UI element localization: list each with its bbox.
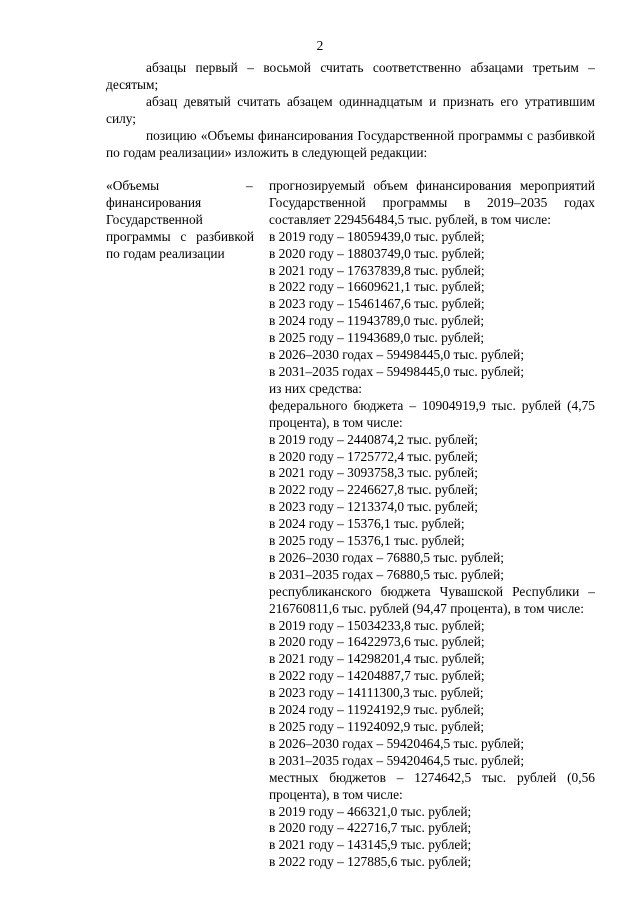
total-year-line: в 2022 году – 16609621,1 тыс. рублей;: [269, 279, 485, 295]
total-year-line: в 2021 году – 17637839,8 тыс. рублей;: [269, 262, 485, 278]
total-year-line: в 2025 году – 11943689,0 тыс. рублей;: [269, 330, 485, 346]
republic-year-line: в 2031–2035 годах – 59420464,5 тыс. рублей;: [269, 752, 525, 768]
republic-budget-paragraph: республиканского бюджета Чувашской Республики – 216760811,6 тыс. рублей (94,47 процента), в том числе:: [269, 583, 595, 616]
total-financing-paragraph: прогнозируемый объем финансирования мероприятий Государственной программы в 2019–2035 годах составляет 229456484,5 тыс. рублей, в том числе:: [269, 178, 595, 227]
intro-paragraph-1: абзацы первый – восьмой считать соответственно абзацами третьим – десятым;: [106, 60, 595, 92]
federal-year-line: в 2031–2035 годах – 76880,5 тыс. рублей;: [269, 566, 504, 582]
republic-year-line: в 2022 году – 14204887,7 тыс. рублей;: [269, 668, 485, 684]
federal-year-line: в 2021 году – 3093758,3 тыс. рублей;: [269, 465, 478, 481]
republic-year-line: в 2024 году – 11924192,9 тыс. рублей;: [269, 702, 485, 718]
local-year-line: в 2021 году – 143145,9 тыс. рублей;: [269, 837, 472, 853]
position-label: «Объемы финансирования Государственной программы с разбивкой по годам реализации: [106, 178, 254, 261]
page-number: 2: [316, 38, 324, 53]
total-year-line: в 2020 году – 18803749,0 тыс. рублей;: [269, 245, 485, 261]
local-year-line: в 2019 году – 466321,0 тыс. рублей;: [269, 803, 472, 819]
federal-year-line: в 2025 году – 15376,1 тыс. рублей;: [269, 533, 465, 549]
federal-year-line: в 2023 году – 1213374,0 тыс. рублей;: [269, 499, 478, 515]
republic-year-line: в 2026–2030 годах – 59420464,5 тыс. рублей;: [269, 735, 525, 751]
total-year-line: в 2026–2030 годах – 59498445,0 тыс. рублей;: [269, 347, 525, 363]
local-budget-paragraph: местных бюджетов – 1274642,5 тыс. рублей (0,56 процента), в том числе:: [269, 769, 595, 802]
federal-year-line: в 2019 году – 2440874,2 тыс. рублей;: [269, 431, 478, 447]
republic-year-line: в 2025 году – 11924092,9 тыс. рублей;: [269, 719, 485, 734]
intro-paragraph-2: абзац девятый считать абзацем одиннадцатым и признать его утратившим силу;: [106, 93, 595, 126]
intro-paragraph-3: позицию «Объемы финансирования Государственной программы с разбивкой по годам реализации» изложить в следующей редакции:: [106, 127, 595, 160]
federal-year-line: в 2022 году – 2246627,8 тыс. рублей;: [269, 482, 478, 498]
republic-year-line: в 2021 году – 14298201,4 тыс. рублей;: [269, 651, 485, 667]
federal-year-line: в 2020 году – 1725772,4 тыс. рублей;: [269, 448, 478, 464]
federal-year-line: в 2024 году – 15376,1 тыс. рублей;: [269, 516, 465, 532]
republic-year-line: в 2023 году – 14111300,3 тыс. рублей;: [269, 685, 484, 701]
republic-year-line: в 2020 году – 16422973,6 тыс. рублей;: [269, 634, 485, 650]
federal-budget-paragraph: федерального бюджета – 10904919,9 тыс. рублей (4,75 процента), в том числе:: [269, 397, 595, 430]
total-year-line: в 2031–2035 годах – 59498445,0 тыс. рублей;: [269, 363, 525, 379]
local-year-line: в 2022 году – 127885,6 тыс. рублей;: [269, 854, 472, 870]
total-year-line: в 2019 году – 18059439,0 тыс. рублей;: [269, 228, 485, 244]
republic-year-line: в 2019 году – 15034233,8 тыс. рублей;: [269, 617, 485, 633]
local-year-line: в 2020 году – 422716,7 тыс. рублей;: [269, 820, 472, 836]
intro-section: [106, 60, 595, 161]
total-year-line: в 2024 году – 11943789,0 тыс. рублей;: [269, 313, 485, 329]
federal-year-line: в 2026–2030 годах – 76880,5 тыс. рублей;: [269, 549, 504, 565]
label-dash: –: [246, 178, 253, 193]
financing-details: [269, 178, 595, 871]
sources-heading: из них средства:: [269, 380, 363, 396]
total-year-line: в 2023 году – 15461467,6 тыс. рублей;: [269, 296, 485, 312]
